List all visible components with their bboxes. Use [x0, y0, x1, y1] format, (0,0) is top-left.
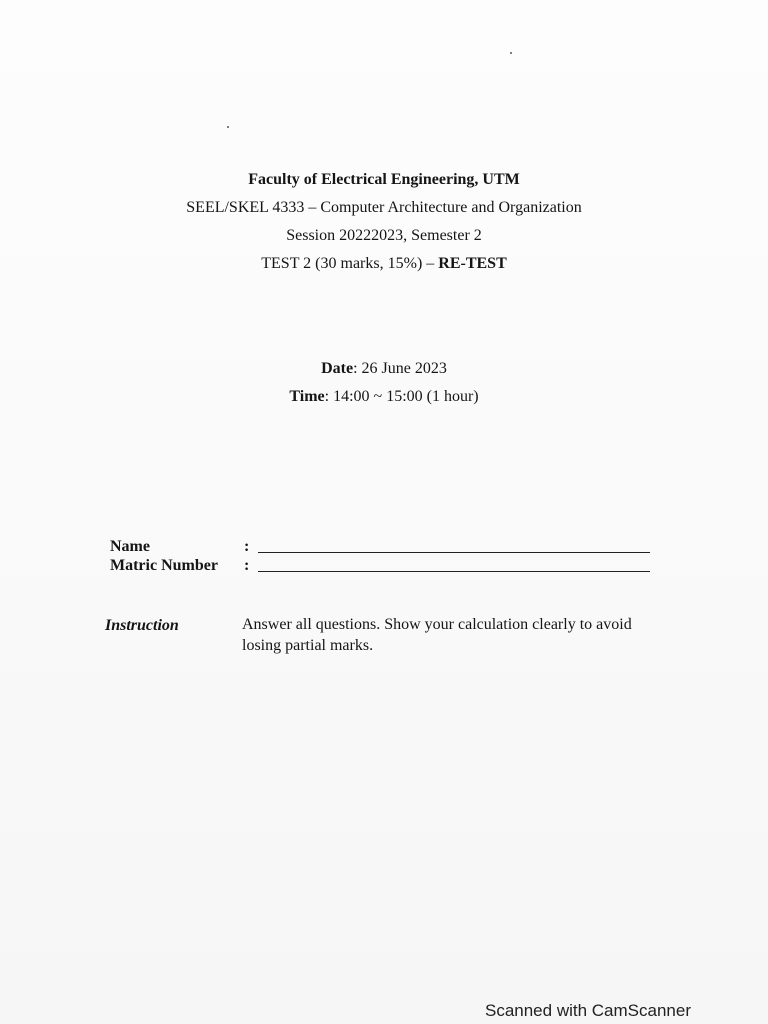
time-line [0, 383, 768, 411]
instruction-text: Answer all questions. Show your calculation clearly to avoid losing partial marks. [242, 616, 632, 654]
matric-blank-line[interactable] [258, 571, 650, 572]
camscanner-watermark: Scanned with CamScanner [484, 1001, 691, 1020]
date-line [0, 355, 768, 383]
session-info: Session 20222023, Semester 2 [286, 227, 482, 244]
matric-number-label: Matric Number [110, 557, 218, 574]
name-label: Name [110, 538, 150, 555]
name-colon: : [244, 538, 250, 555]
date-time-block [0, 355, 768, 411]
scan-speck [510, 52, 512, 54]
faculty-title: Faculty of Electrical Engineering, UTM [248, 171, 520, 188]
time-value: : 14:00 ~ 15:00 (1 hour) [324, 388, 479, 405]
instruction-label: Instruction [105, 617, 179, 634]
test-info-main: TEST 2 (30 marks, 15%) – [261, 255, 439, 272]
date-label: Date [321, 360, 354, 377]
matric-colon: : [244, 557, 250, 574]
date-value: : 26 June 2023 [353, 360, 447, 377]
exam-header [0, 166, 768, 278]
test-info [0, 250, 768, 278]
scan-speck [227, 126, 229, 128]
name-blank-line[interactable] [258, 552, 650, 553]
course-title: SEEL/SKEL 4333 – Computer Architecture and Organization [186, 199, 582, 216]
retest-label: RE-TEST [438, 255, 507, 272]
time-label: Time [289, 388, 325, 405]
